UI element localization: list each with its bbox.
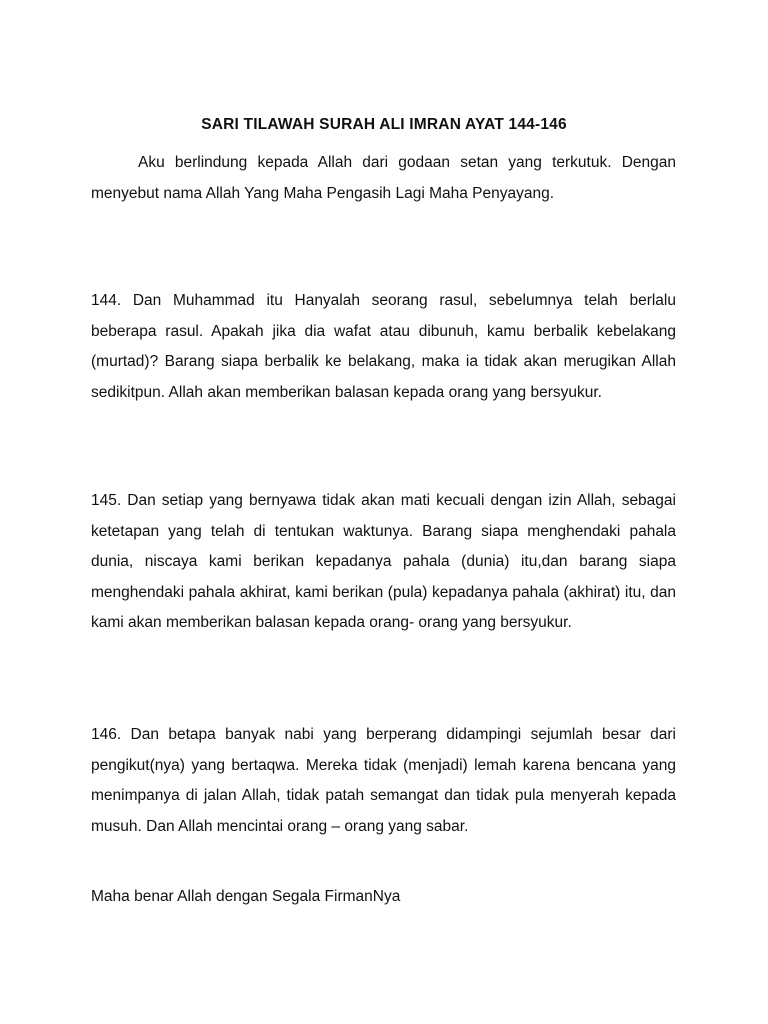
intro-paragraph: Aku berlindung kepada Allah dari godaan setan yang terkutuk. Dengan menyebut nama Allah Yang Maha Pengasih Lagi Maha Penyayang. [91,154,676,202]
verse-144-paragraph: 144. Dan Muhammad itu Hanyalah seorang rasul, sebelumnya telah berlalu beberapa rasul. Apakah jika dia wafat atau dibunuh, kamu berbalik kebelakang (murtad)? Barang siapa berbalik ke belakang, maka ia tidak akan merugikan Allah sedikitpun. Allah akan memberikan balasan kepada orang yang bersyukur. [91,292,676,401]
closing-line: Maha benar Allah dengan Segala FirmanNya [91,888,401,905]
document-title: SARI TILAWAH SURAH ALI IMRAN AYAT 144-146 [201,116,567,133]
verse-145-paragraph: 145. Dan setiap yang bernyawa tidak akan mati kecuali dengan izin Allah, sebagai ketetapan yang telah di tentukan waktunya. Barang siapa menghendaki pahala dunia, niscaya kami berikan kepadanya pahala (dunia) itu,dan barang siapa menghendaki pahala akhirat, kami berikan (pula) kepadanya pahala (akhirat) itu, dan kami akan memberikan balasan kepada orang- orang yang bersyukur. [91,492,676,631]
verse-146-paragraph: 146. Dan betapa banyak nabi yang berperang didampingi sejumlah besar dari pengikut(nya) yang bertaqwa. Mereka tidak (menjadi) lemah karena bencana yang menimpanya di jalan Allah, tidak patah semangat dan tidak pula menyerah kepada musuh. Dan Allah mencintai orang – orang yang sabar. [91,726,676,835]
